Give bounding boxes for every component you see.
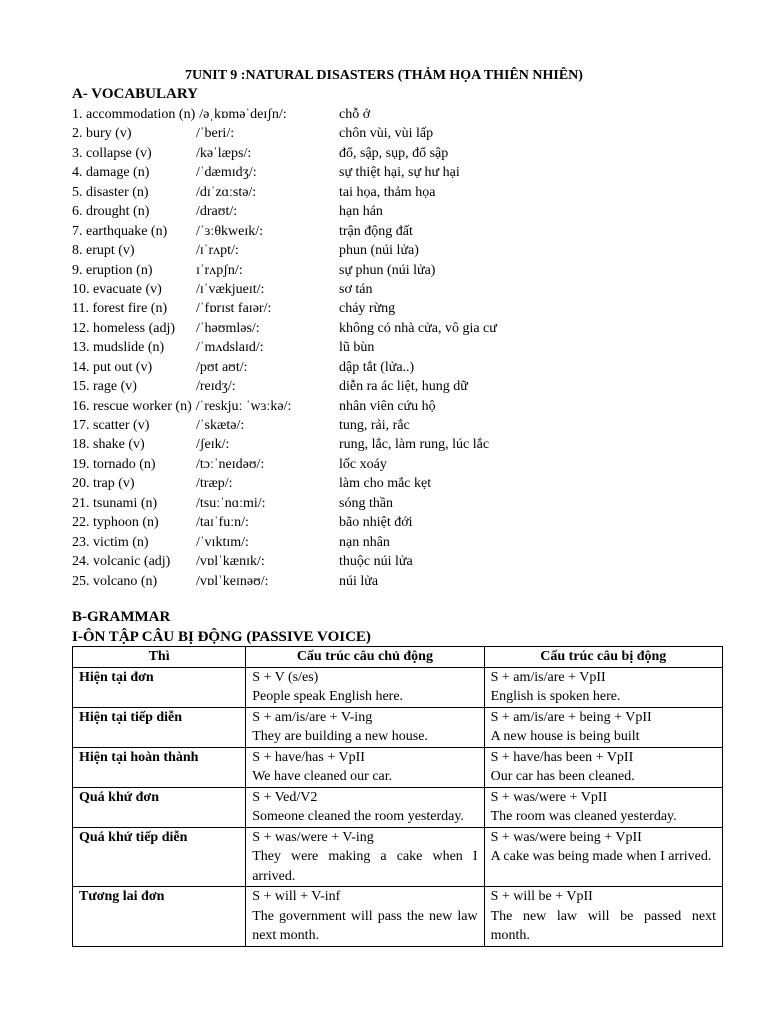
vocab-word: 14. put out (v) [72,359,153,375]
grammar-heading: B-GRAMMAR [72,609,171,625]
vocab-meaning: dập tắt (lửa..) [339,359,415,375]
table-cell-pas [484,747,722,787]
vocab-meaning: nạn nhân [339,534,390,550]
vocab-word: 9. eruption (n) [72,262,153,278]
table-cell-act [246,747,484,787]
vocab-word: 22. typhoon (n) [72,515,159,531]
vocab-word: 7. earthquake (n) [72,223,168,239]
passive-example: A cake was being made when I arrived. [490,849,712,864]
tense-label: Hiện tại tiếp diễn [79,709,183,725]
vocab-word: 19. tornado (n) [72,456,156,472]
table-cell-pas [484,787,722,827]
passive-example: The room was cleaned yesterday. [490,809,677,824]
vocab-meaning: tai họa, thảm họa [339,184,436,200]
vocab-ipa: /dɪˈzɑːstə/: [196,184,257,200]
table-row [73,887,723,947]
vocab-item [72,338,732,357]
vocab-item [72,202,732,221]
tense-label: Tương lai đơn [79,889,165,904]
vocab-meaning: chôn vùi, vùi lấp [339,126,434,142]
vocabulary-heading: A- VOCABULARY [72,86,198,102]
active-example: The government will pass the new law next month. [252,908,478,943]
header-passive: Cấu trúc câu bị động [484,647,722,668]
table-cell-act [246,827,484,887]
vocab-word: 15. rage (v) [72,379,137,395]
vocab-item [72,552,732,571]
tense-label: Quá khứ tiếp diễn [79,829,188,845]
vocab-meaning: không có nhà cửa, vô gia cư [339,320,497,336]
table-row [73,787,723,827]
vocab-meaning: nhân viên cứu hộ [339,398,436,414]
vocab-ipa: /ɪˈrʌpt/: [196,243,239,259]
vocab-meaning: sóng thần [339,495,394,511]
vocab-ipa: /pʊt aʊt/: [196,359,248,375]
vocab-word: 6. drought (n) [72,204,150,220]
vocab-item [72,416,732,435]
vocab-meaning: cháy rừng [339,301,396,317]
passive-structure: S + was/were being + VpII [490,829,642,845]
passive-example: A new house is being built [490,729,640,744]
tense-label: Quá khứ đơn [79,789,159,805]
vocab-item [72,533,732,552]
passive-structure: S + was/were + VpII [490,789,608,805]
vocab-word: 8. erupt (v) [72,243,135,259]
table-cell-pas [484,707,722,747]
table-cell-act [246,707,484,747]
active-structure: S + have/has + VpII [252,749,365,765]
vocab-ipa: /ˈberi/: [196,126,235,142]
vocab-item [72,280,732,299]
table-row [73,667,723,707]
vocab-item [72,144,732,163]
passive-structure: S + will be + VpII [490,889,593,904]
vocab-meaning: diễn ra ác liệt, hung dữ [339,379,468,395]
vocab-ipa: /ˈfɒrɪst faɪər/: [196,301,272,317]
vocab-word: 20. trap (v) [72,476,135,492]
vocab-meaning: núi lửa [339,573,379,589]
vocab-ipa: /ˈhəʊmləs/: [196,320,260,336]
vocab-item [72,474,732,493]
tense-label: Hiện tại đơn [79,669,154,685]
table-cell-tense [73,827,246,887]
document-title: 7UNIT 9 :NATURAL DISASTERS (THẢM HỌA THIÊN NHIÊN) [185,68,583,83]
vocab-meaning: sự phun (núi lửa) [339,262,436,278]
active-structure: S + V (s/es) [252,669,319,685]
vocab-ipa: /ˈreskjuː ˈwɜːkə/: [195,398,292,414]
active-structure: S + Ved/V2 [252,789,318,805]
vocab-ipa: /træp/: [196,476,233,492]
vocab-ipa: /ˈvɪktɪm/: [196,534,249,550]
active-example: Someone cleaned the room yesterday. [252,809,464,824]
vocab-meaning: rung, lắc, làm rung, lúc lắc [339,437,490,453]
vocab-word: 16. rescue worker (n) [72,398,192,414]
vocab-meaning: làm cho mắc kẹt [339,476,432,492]
vocab-word: 23. victim (n) [72,534,149,550]
vocab-item [72,455,732,474]
vocab-item [72,124,732,143]
vocab-item [72,261,732,280]
vocab-word: 10. evacuate (v) [72,281,162,297]
passive-example: English is spoken here. [490,689,621,704]
vocab-ipa: /ˈdæmɪdʒ/: [196,165,257,181]
table-row [73,747,723,787]
vocab-ipa: /draʊt/: [196,204,238,220]
vocab-meaning: lũ bùn [339,340,375,356]
active-structure: S + am/is/are + V-ing [252,709,373,725]
passive-structure: S + am/is/are + VpII [490,669,606,685]
vocab-ipa: /taɪˈfuːn/: [196,515,249,531]
active-structure: S + will + V-inf [252,889,341,904]
vocab-item [72,513,732,532]
vocab-meaning: sự thiệt hại, sự hư hại [339,165,460,181]
passive-structure: S + have/has been + VpII [490,749,634,765]
tense-label: Hiện tại hoàn thành [79,749,199,765]
vocab-meaning: trận động đất [339,223,413,239]
passive-voice-heading: I-ÔN TẬP CÂU BỊ ĐỘNG (PASSIVE VOICE) [72,629,371,645]
vocab-meaning: lốc xoáy [339,456,387,472]
vocab-meaning: sơ tán [339,281,373,297]
vocab-ipa: /ʃeɪk/: [196,437,230,453]
vocab-item [72,183,732,202]
vocab-meaning: bão nhiệt đới [339,515,413,531]
vocab-item [72,358,732,377]
vocab-meaning: hạn hán [339,204,383,220]
vocab-word: 4. damage (n) [72,165,150,181]
vocab-word: 11. forest fire (n) [72,301,168,317]
active-example: They were making a cake when I arrived. [252,849,478,884]
passive-example: Our car has been cleaned. [490,769,635,784]
vocab-item [72,241,732,260]
table-cell-pas [484,827,722,887]
table-cell-tense [73,707,246,747]
table-cell-tense [73,667,246,707]
vocab-item [72,572,732,591]
active-structure: S + was/were + V-ing [252,829,374,845]
table-cell-act [246,787,484,827]
table-row [73,827,723,887]
vocab-word: 1. accommodation (n) [72,107,196,122]
vocab-ipa: /ˈɜːθkweɪk/: [196,223,264,239]
active-example: We have cleaned our car. [252,769,393,784]
vocab-word: 25. volcano (n) [72,573,158,589]
table-cell-pas [484,887,722,947]
vocab-ipa: /əˌkɒməˈdeɪʃn/: [199,107,287,122]
vocab-item [72,494,732,513]
vocab-meaning: tung, rải, rắc [339,418,410,433]
vocab-word: 5. disaster (n) [72,184,149,200]
vocab-ipa: /ˈmʌdslaɪd/: [196,340,264,356]
vocab-item [72,105,732,124]
vocab-meaning: đổ, sập, sụp, đổ sập [339,145,449,161]
passive-voice-table [72,646,723,947]
vocab-meaning: chỗ ở [339,107,371,122]
vocab-word: 2. bury (v) [72,126,132,142]
passive-structure: S + am/is/are + being + VpII [490,709,652,725]
vocab-meaning: thuộc núi lửa [339,554,413,570]
vocab-word: 21. tsunami (n) [72,495,158,511]
table-header-row [73,647,723,668]
vocab-ipa: /tɔːˈneɪdəʊ/: [196,456,265,472]
vocab-word: 13. mudslide (n) [72,340,165,356]
table-cell-act [246,887,484,947]
vocab-word: 18. shake (v) [72,437,145,453]
vocab-item [72,397,732,416]
vocab-word: 3. collapse (v) [72,145,152,161]
header-active: Cấu trúc câu chủ động [246,647,484,668]
active-example: They are building a new house. [252,729,428,744]
vocab-item [72,435,732,454]
table-cell-act [246,667,484,707]
passive-example: The new law will be passed next month. [490,908,716,943]
vocab-meaning: phun (núi lửa) [339,243,419,259]
vocab-item [72,377,732,396]
vocab-ipa: /tsuːˈnɑːmi/: [196,495,266,511]
vocab-ipa: /reɪdʒ/: [196,379,236,395]
vocab-item [72,222,732,241]
vocab-ipa: /kəˈlæps/: [196,145,252,161]
table-cell-tense [73,747,246,787]
vocab-ipa: /vɒlˈkeɪnəʊ/: [196,573,269,589]
vocab-word: 24. volcanic (adj) [72,554,171,570]
table-row [73,707,723,747]
vocab-ipa: /ɪˈvækjueɪt/: [196,281,265,297]
vocab-ipa: /vɒlˈkænɪk/: [196,554,265,570]
vocabulary-list [72,105,732,591]
table-cell-pas [484,667,722,707]
vocab-word: 12. homeless (adj) [72,320,176,336]
vocab-word: 17. scatter (v) [72,418,150,433]
active-example: People speak English here. [252,689,404,704]
table-cell-tense [73,887,246,947]
vocab-ipa: /ˈskætə/: [196,418,245,433]
vocab-item [72,163,732,182]
vocab-ipa: ɪˈrʌpʃn/: [196,262,243,278]
table-cell-tense [73,787,246,827]
vocab-item [72,299,732,318]
vocab-item [72,319,732,338]
header-tense: Thì [73,647,246,668]
